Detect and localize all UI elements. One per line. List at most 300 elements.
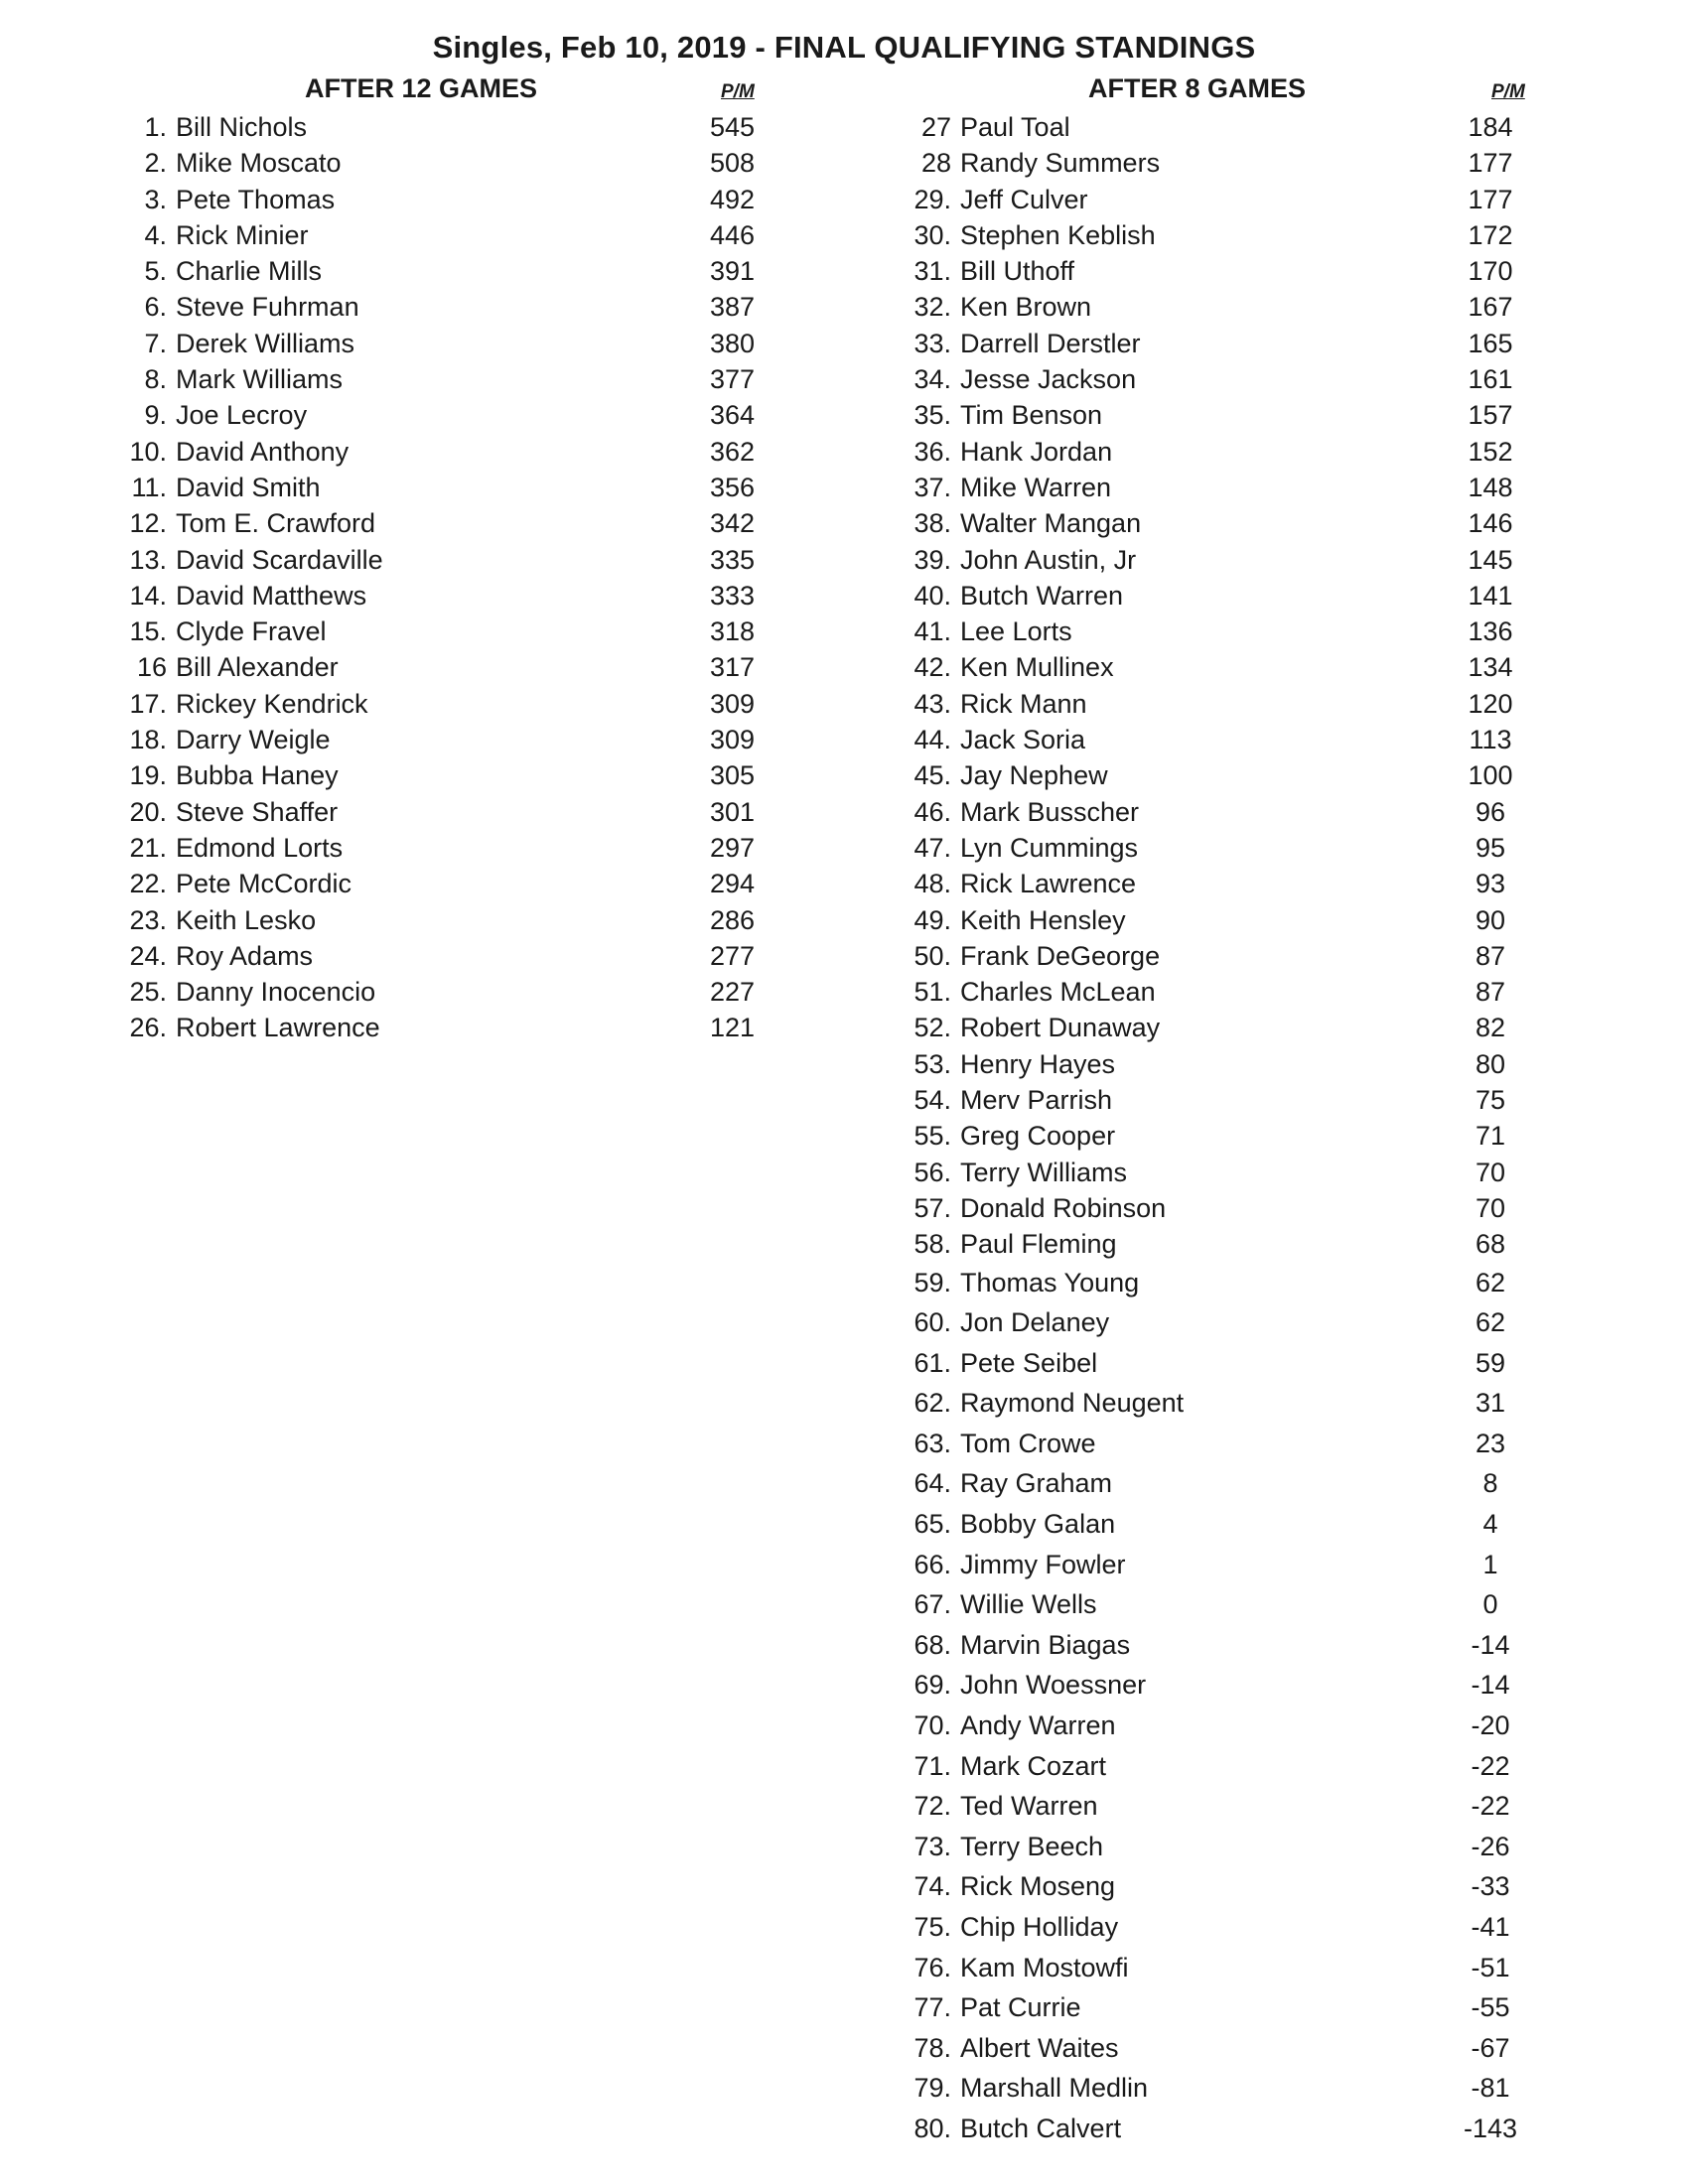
pm-score: 356 — [709, 472, 755, 502]
rank-number: 61. — [914, 1347, 951, 1378]
player-name: Roy Adams — [176, 940, 314, 971]
player-name: Charles McLean — [960, 977, 1156, 1008]
rank-number: 48. — [914, 869, 951, 899]
pm-score: 177 — [1468, 184, 1513, 214]
standings-row — [894, 649, 1589, 685]
rank-number: 52. — [914, 1013, 951, 1043]
rank-number: 16 — [136, 652, 167, 683]
rank-number: 55. — [914, 1121, 951, 1152]
pm-score: 167 — [1468, 292, 1513, 323]
rank-number: 45. — [914, 760, 951, 791]
rank-number: 47. — [914, 832, 951, 863]
player-name: Henry Hayes — [960, 1048, 1116, 1079]
player-name: Jay Nephew — [960, 760, 1108, 791]
rank-number: 53. — [914, 1048, 951, 1079]
standings-row — [894, 1263, 1589, 1303]
rank-number: 3. — [144, 184, 167, 214]
player-name: Albert Waites — [960, 2032, 1119, 2063]
pm-score: 317 — [709, 652, 755, 683]
standings-row — [894, 1827, 1589, 1867]
player-name: Danny Inocencio — [176, 977, 376, 1008]
standings-row — [894, 361, 1589, 397]
pm-score: 0 — [1482, 1589, 1498, 1620]
standings-row — [894, 1226, 1589, 1262]
player-name: David Smith — [176, 472, 321, 502]
standings-row — [109, 470, 794, 505]
pm-score: 318 — [709, 616, 755, 647]
standings-row — [894, 289, 1589, 325]
player-name: Ted Warren — [960, 1791, 1098, 1822]
standings-row — [894, 1545, 1589, 1585]
pm-score: 170 — [1468, 256, 1513, 287]
player-name: Mark Williams — [176, 364, 343, 395]
player-name: Charlie Mills — [176, 256, 323, 287]
standings-row — [894, 397, 1589, 433]
pm-score: -81 — [1471, 2073, 1510, 2104]
player-name: Darry Weigle — [176, 725, 331, 755]
pm-score: 100 — [1468, 760, 1513, 791]
standings-row — [894, 1302, 1589, 1343]
pm-score: 227 — [709, 977, 755, 1008]
rank-number: 25. — [129, 977, 167, 1008]
pm-score: 157 — [1468, 400, 1513, 431]
rank-number: 19. — [129, 760, 167, 791]
pm-score: 93 — [1475, 869, 1506, 899]
player-name: Tim Benson — [960, 400, 1103, 431]
player-name: Steve Shaffer — [176, 796, 339, 827]
rank-number: 67. — [914, 1589, 951, 1620]
standings-row — [894, 1866, 1589, 1907]
rank-number: 58. — [914, 1229, 951, 1260]
pm-score: 165 — [1468, 328, 1513, 358]
pm-score: 391 — [709, 256, 755, 287]
pm-score: -67 — [1471, 2032, 1510, 2063]
standings-row — [894, 326, 1589, 361]
rank-number: 46. — [914, 796, 951, 827]
rank-number: 10. — [129, 436, 167, 467]
rank-number: 57. — [914, 1192, 951, 1223]
rank-number: 54. — [914, 1085, 951, 1116]
standings-row — [109, 830, 794, 866]
player-name: Tom Crowe — [960, 1428, 1096, 1458]
rank-number: 6. — [144, 292, 167, 323]
standings-row — [894, 794, 1589, 830]
pm-score: -20 — [1471, 1710, 1510, 1741]
rank-number: 36. — [914, 436, 951, 467]
rank-number: 31. — [914, 256, 951, 287]
column-header — [894, 73, 1589, 109]
pm-score: 309 — [709, 688, 755, 719]
pm-score: 301 — [709, 796, 755, 827]
rank-number: 2. — [144, 148, 167, 179]
rank-number: 4. — [144, 219, 167, 250]
rank-number: 13. — [129, 544, 167, 575]
rank-number: 80. — [914, 2113, 951, 2143]
player-name: Willie Wells — [960, 1589, 1097, 1620]
player-name: Keith Lesko — [176, 904, 317, 935]
standings-row — [894, 109, 1589, 145]
standings-row — [109, 938, 794, 974]
standings-row — [109, 902, 794, 938]
rank-number: 39. — [914, 544, 951, 575]
player-name: Bill Nichols — [176, 112, 308, 142]
player-name: Rick Minier — [176, 219, 309, 250]
rank-number: 49. — [914, 904, 951, 935]
player-name: Pete Seibel — [960, 1347, 1098, 1378]
rank-number: 21. — [129, 832, 167, 863]
standings-row — [894, 1118, 1589, 1154]
standings-row — [894, 182, 1589, 217]
section-heading: AFTER 12 GAMES — [305, 73, 538, 103]
player-name: John Austin, Jr — [960, 544, 1137, 575]
rank-number: 20. — [129, 796, 167, 827]
standings-row — [109, 397, 794, 433]
player-name: Lyn Cummings — [960, 832, 1139, 863]
player-name: Donald Robinson — [960, 1192, 1167, 1223]
pm-score: 377 — [709, 364, 755, 395]
standings-row — [109, 253, 794, 289]
rank-number: 28 — [920, 148, 951, 179]
pm-score: 387 — [709, 292, 755, 323]
player-name: Walter Mangan — [960, 508, 1142, 539]
rank-number: 8. — [144, 364, 167, 395]
standings-row — [894, 1190, 1589, 1226]
rank-number: 56. — [914, 1157, 951, 1187]
player-name: Greg Cooper — [960, 1121, 1116, 1152]
standings-list — [109, 109, 794, 1046]
pm-score: 62 — [1475, 1307, 1506, 1338]
player-name: Stephen Keblish — [960, 219, 1156, 250]
pm-score: 380 — [709, 328, 755, 358]
pm-score: 4 — [1482, 1509, 1498, 1540]
player-name: David Anthony — [176, 436, 350, 467]
pm-score: -41 — [1471, 1912, 1510, 1942]
pm-score: -51 — [1471, 1952, 1510, 1982]
standings-row — [109, 145, 794, 181]
rank-number: 32. — [914, 292, 951, 323]
rank-number: 9. — [144, 400, 167, 431]
rank-number: 14. — [129, 580, 167, 611]
standings-row — [894, 1584, 1589, 1625]
standings-list — [894, 109, 1589, 2149]
pm-score: 492 — [709, 184, 755, 214]
pm-column-label: P/M — [1491, 81, 1525, 102]
rank-number: 79. — [914, 2073, 951, 2104]
rank-number: 44. — [914, 725, 951, 755]
player-name: Ray Graham — [960, 1468, 1113, 1499]
player-name: Butch Calvert — [960, 2113, 1122, 2143]
rank-number: 30. — [914, 219, 951, 250]
rank-number: 5. — [144, 256, 167, 287]
rank-number: 66. — [914, 1549, 951, 1579]
rank-number: 24. — [129, 940, 167, 971]
standings-row — [109, 649, 794, 685]
standings-row — [894, 1987, 1589, 2028]
standings-row — [894, 434, 1589, 470]
standings-row — [894, 1706, 1589, 1746]
rank-number: 15. — [129, 616, 167, 647]
pm-score: 172 — [1468, 219, 1513, 250]
standings-row — [109, 974, 794, 1010]
rank-number: 77. — [914, 1992, 951, 2023]
player-name: Darrell Derstler — [960, 328, 1141, 358]
rank-number: 64. — [914, 1468, 951, 1499]
player-name: Lee Lorts — [960, 616, 1072, 647]
pm-score: 161 — [1468, 364, 1513, 395]
pm-score: -143 — [1463, 2113, 1518, 2143]
standings-row — [894, 757, 1589, 793]
standings-row — [894, 2068, 1589, 2109]
rank-number: 33. — [914, 328, 951, 358]
standings-row — [894, 253, 1589, 289]
pm-score: 8 — [1482, 1468, 1498, 1499]
standings-row — [109, 866, 794, 901]
standings-row — [109, 578, 794, 614]
player-name: Marshall Medlin — [960, 2073, 1149, 2104]
player-name: Rick Mann — [960, 688, 1087, 719]
standings-row — [109, 757, 794, 793]
pm-score: -26 — [1471, 1831, 1510, 1861]
rank-number: 62. — [914, 1388, 951, 1419]
standings-row — [109, 1010, 794, 1045]
player-name: Paul Fleming — [960, 1229, 1117, 1260]
rank-number: 71. — [914, 1750, 951, 1781]
standings-row — [894, 542, 1589, 578]
pm-score: 90 — [1475, 904, 1506, 935]
rank-number: 34. — [914, 364, 951, 395]
rank-number: 17. — [129, 688, 167, 719]
rank-number: 27 — [920, 112, 951, 142]
rank-number: 40. — [914, 580, 951, 611]
standings-row — [894, 1625, 1589, 1666]
rank-number: 41. — [914, 616, 951, 647]
standings-row — [894, 2109, 1589, 2149]
rank-number: 23. — [129, 904, 167, 935]
pm-score: -22 — [1471, 1791, 1510, 1822]
pm-score: 87 — [1475, 940, 1506, 971]
pm-score: -55 — [1471, 1992, 1510, 2023]
standings-after-8-games — [894, 73, 1589, 2149]
pm-score: 545 — [709, 112, 755, 142]
player-name: Pete Thomas — [176, 184, 336, 214]
player-name: Jesse Jackson — [960, 364, 1137, 395]
rank-number: 11. — [131, 472, 167, 502]
pm-score: 342 — [709, 508, 755, 539]
pm-score: 96 — [1475, 796, 1506, 827]
pm-score: 80 — [1475, 1048, 1506, 1079]
rank-number: 7. — [144, 328, 167, 358]
rank-number: 72. — [914, 1791, 951, 1822]
standings-row — [109, 722, 794, 757]
rank-number: 50. — [914, 940, 951, 971]
page-title: Singles, Feb 10, 2019 - FINAL QUALIFYING STANDINGS — [432, 30, 1256, 65]
pm-score: 71 — [1475, 1121, 1506, 1152]
standings-row — [894, 1665, 1589, 1706]
player-name: Rick Moseng — [960, 1871, 1116, 1902]
standings-after-12-games — [109, 73, 794, 1046]
rank-number: 65. — [914, 1509, 951, 1540]
player-name: Paul Toal — [960, 112, 1070, 142]
pm-score: 87 — [1475, 977, 1506, 1008]
player-name: Pat Currie — [960, 1992, 1081, 2023]
player-name: Ken Mullinex — [960, 652, 1114, 683]
pm-score: 62 — [1475, 1267, 1506, 1297]
pm-score: 177 — [1468, 148, 1513, 179]
pm-score: 277 — [709, 940, 755, 971]
standings-row — [109, 289, 794, 325]
pm-score: 362 — [709, 436, 755, 467]
pm-score: 31 — [1475, 1388, 1506, 1419]
pm-score: 82 — [1475, 1013, 1506, 1043]
standings-row — [894, 1424, 1589, 1464]
rank-number: 29. — [914, 184, 951, 214]
standings-row — [109, 686, 794, 722]
rank-number: 59. — [914, 1267, 951, 1297]
rank-number: 70. — [914, 1710, 951, 1741]
player-name: Rickey Kendrick — [176, 688, 368, 719]
player-name: Joe Lecroy — [176, 400, 308, 431]
rank-number: 38. — [914, 508, 951, 539]
player-name: Marvin Biagas — [960, 1629, 1131, 1660]
player-name: Edmond Lorts — [176, 832, 344, 863]
pm-score: 309 — [709, 725, 755, 755]
pm-score: 148 — [1468, 472, 1513, 502]
pm-score: 23 — [1475, 1428, 1506, 1458]
player-name: Mike Warren — [960, 472, 1112, 502]
player-name: Andy Warren — [960, 1710, 1116, 1741]
pm-score: 136 — [1468, 616, 1513, 647]
column-header — [109, 73, 794, 109]
standings-row — [894, 1504, 1589, 1545]
player-name: Chip Holliday — [960, 1912, 1119, 1942]
standings-row — [894, 686, 1589, 722]
standings-row — [894, 902, 1589, 938]
rank-number: 37. — [914, 472, 951, 502]
player-name: Bill Alexander — [176, 652, 339, 683]
standings-row — [109, 542, 794, 578]
standings-row — [109, 361, 794, 397]
player-name: Jimmy Fowler — [960, 1549, 1126, 1579]
pm-score: 146 — [1468, 508, 1513, 539]
player-name: Pete McCordic — [176, 869, 352, 899]
standings-row — [894, 1786, 1589, 1827]
pm-score: 68 — [1475, 1229, 1506, 1260]
standings-row — [894, 1010, 1589, 1045]
pm-score: 364 — [709, 400, 755, 431]
player-name: Robert Dunaway — [960, 1013, 1161, 1043]
standings-row — [894, 1155, 1589, 1190]
pm-score: 333 — [709, 580, 755, 611]
standings-row — [109, 434, 794, 470]
player-name: Jack Soria — [960, 725, 1086, 755]
player-name: Merv Parrish — [960, 1085, 1113, 1116]
standings-row — [109, 109, 794, 145]
pm-score: -14 — [1471, 1670, 1510, 1701]
standings-row — [109, 505, 794, 541]
rank-number: 42. — [914, 652, 951, 683]
pm-score: 335 — [709, 544, 755, 575]
player-name: Mark Busscher — [960, 796, 1140, 827]
standings-row — [894, 614, 1589, 649]
pm-score: 70 — [1475, 1157, 1506, 1187]
player-name: Robert Lawrence — [176, 1013, 380, 1043]
standings-row — [894, 1082, 1589, 1118]
rank-number: 26. — [129, 1013, 167, 1043]
player-name: Steve Fuhrman — [176, 292, 359, 323]
standings-row — [894, 578, 1589, 614]
standings-row — [894, 1463, 1589, 1504]
standings-row — [894, 722, 1589, 757]
pm-score: -22 — [1471, 1750, 1510, 1781]
rank-number: 51. — [914, 977, 951, 1008]
player-name: Tom E. Crawford — [176, 508, 376, 539]
standings-row — [894, 1948, 1589, 1988]
pm-score: -14 — [1471, 1629, 1510, 1660]
standings-row — [894, 2028, 1589, 2069]
player-name: Frank DeGeorge — [960, 940, 1161, 971]
rank-number: 35. — [914, 400, 951, 431]
player-name: Randy Summers — [960, 148, 1161, 179]
pm-score: 59 — [1475, 1347, 1506, 1378]
pm-score: 141 — [1468, 580, 1513, 611]
pm-score: 95 — [1475, 832, 1506, 863]
pm-score: 113 — [1469, 725, 1512, 755]
pm-score: 305 — [709, 760, 755, 791]
player-name: Clyde Fravel — [176, 616, 327, 647]
rank-number: 63. — [914, 1428, 951, 1458]
pm-score: 121 — [709, 1013, 755, 1043]
player-name: Bobby Galan — [960, 1509, 1116, 1540]
rank-number: 12. — [129, 508, 167, 539]
rank-number: 18. — [129, 725, 167, 755]
player-name: Jeff Culver — [960, 184, 1088, 214]
player-name: Derek Williams — [176, 328, 355, 358]
pm-score: 75 — [1475, 1085, 1506, 1116]
rank-number: 43. — [914, 688, 951, 719]
standings-row — [894, 1343, 1589, 1384]
player-name: Keith Hensley — [960, 904, 1126, 935]
pm-score: 70 — [1475, 1192, 1506, 1223]
standings-row — [109, 326, 794, 361]
pm-score: 286 — [709, 904, 755, 935]
rank-number: 74. — [914, 1871, 951, 1902]
standings-row — [894, 505, 1589, 541]
player-name: Mark Cozart — [960, 1750, 1107, 1781]
player-name: Mike Moscato — [176, 148, 342, 179]
standings-row — [894, 217, 1589, 253]
standings-row — [894, 1746, 1589, 1787]
player-name: Bubba Haney — [176, 760, 339, 791]
standings-row — [894, 974, 1589, 1010]
rank-number: 1. — [144, 112, 167, 142]
player-name: Ken Brown — [960, 292, 1092, 323]
player-name: Terry Beech — [960, 1831, 1104, 1861]
standings-row — [894, 938, 1589, 974]
standings-row — [894, 145, 1589, 181]
standings-row — [894, 866, 1589, 901]
pm-score: 446 — [709, 219, 755, 250]
standings-row — [109, 182, 794, 217]
player-name: David Matthews — [176, 580, 367, 611]
rank-number: 60. — [914, 1307, 951, 1338]
player-name: Terry Williams — [960, 1157, 1127, 1187]
standings-row — [894, 1383, 1589, 1424]
section-heading: AFTER 8 GAMES — [1088, 73, 1307, 103]
rank-number: 75. — [914, 1912, 951, 1942]
pm-score: 134 — [1468, 652, 1513, 683]
pm-score: 120 — [1468, 688, 1513, 719]
standings-row — [109, 217, 794, 253]
